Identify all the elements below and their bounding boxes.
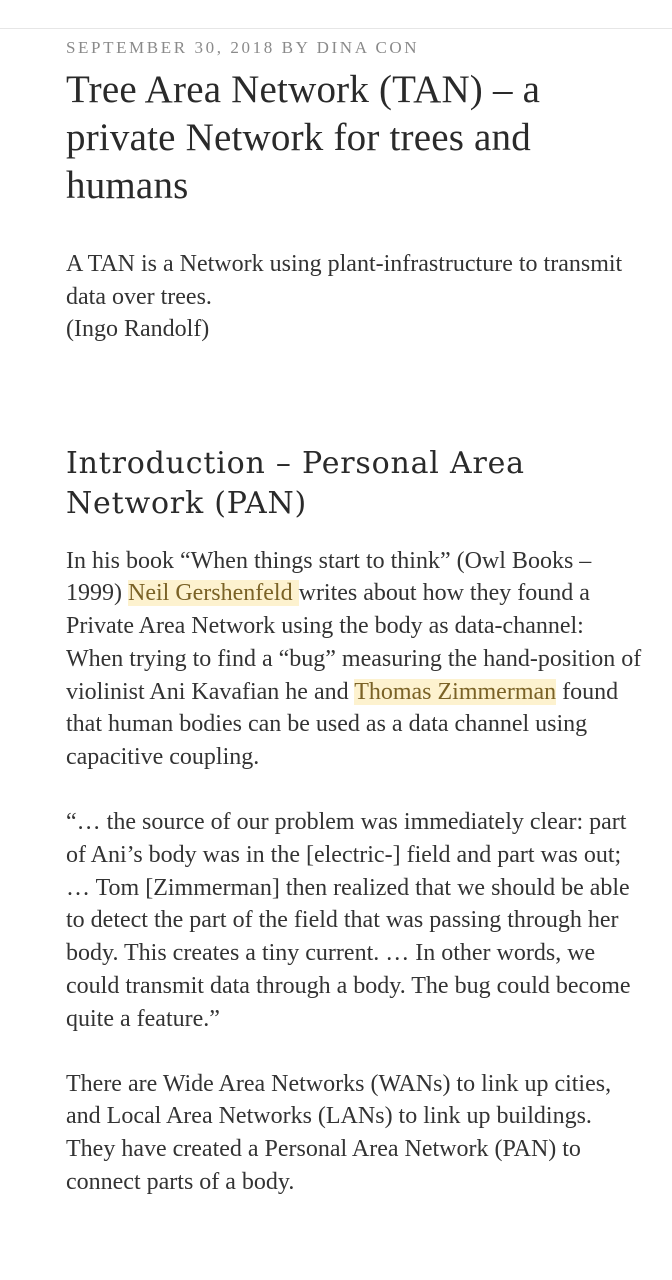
- intro-text-2: writes about how they found a Private Area Network using the body as data-channel: When trying to find a “bug” measuring the hand-position of violinist Ani Kavafian he and: [66, 580, 642, 705]
- link-thomas-zimmerman[interactable]: Thomas Zimmerman: [354, 678, 557, 705]
- body-paragraph-networks: There are Wide Area Networks (WANs) to link up cities, and Local Area Networks (LANs) to link up buildings. They have created a Personal Area Network (PAN) to connect parts of a body.: [66, 1070, 612, 1196]
- quote-paragraph: “… the source of our problem was immediately clear: part of Ani’s body was in the [electric-] field and part was out; … Tom [Zimmerman] then realized that we should be able to detect the part of the field that was passing through her body. This creates a tiny current. … In other words, we could transmit data through a body. The bug could become quite a feature.”: [66, 809, 631, 1032]
- post-title: Tree Area Network (TAN) – a private Network for trees and humans: [66, 68, 541, 207]
- lead-paragraph: [66, 248, 646, 346]
- post-meta: SEPTEMBER 30, 2018 BY DINA CON: [66, 38, 420, 57]
- section-heading: Introduction – Personal Area Network (PAN): [66, 445, 525, 521]
- top-divider: [0, 28, 672, 29]
- body-paragraph-intro: [66, 545, 646, 775]
- intro-text-3: found that human bodies can be used as a data channel using capacitive coupling.: [66, 678, 619, 771]
- blog-post: [66, 36, 646, 1199]
- link-neil-gershenfeld[interactable]: Neil Gershenfeld: [128, 580, 299, 607]
- lead-text: A TAN is a Network using plant-infrastructure to transmit data over trees.: [66, 251, 623, 310]
- lead-attribution: (Ingo Randolf): [66, 316, 210, 342]
- intro-text-1: In his book “When things start to think” (Owl Books – 1999): [66, 547, 592, 607]
